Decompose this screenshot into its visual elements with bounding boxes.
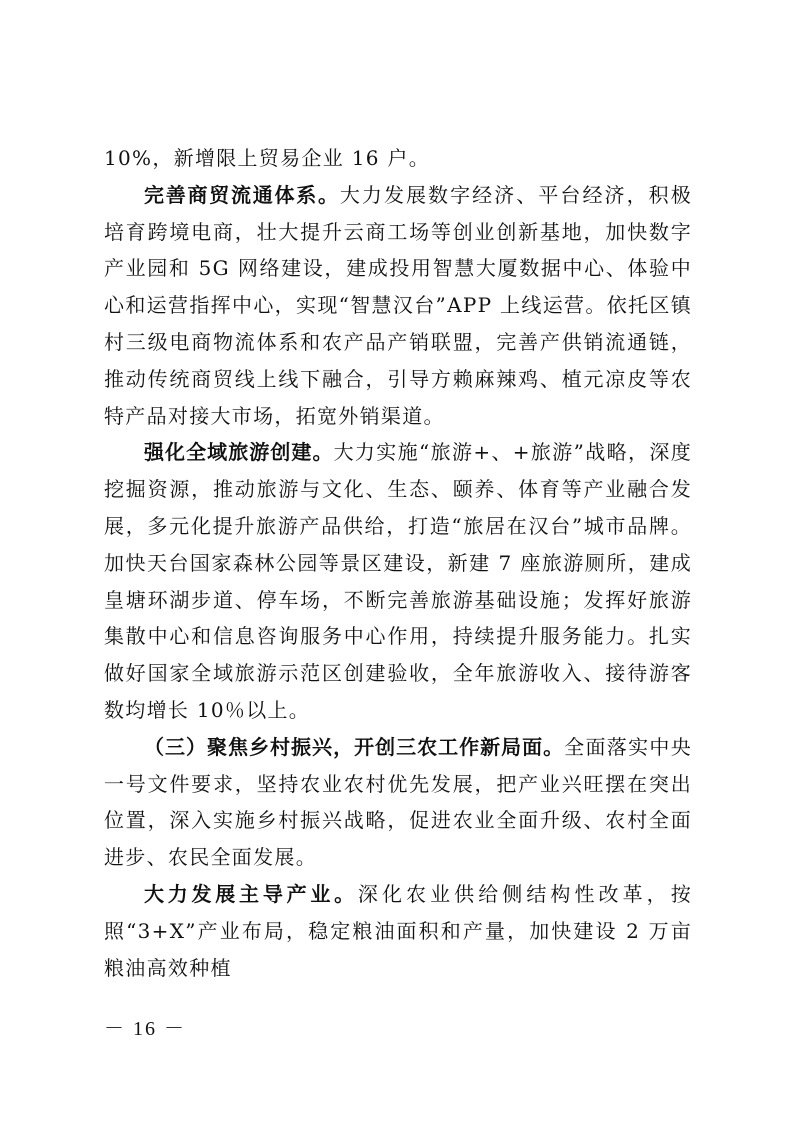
paragraph-text: 10%，新增限上贸易企业 16 户。 xyxy=(104,146,431,170)
paragraph-heading: 大力发展主导产业。 xyxy=(144,881,358,906)
paragraph-text: 大力实施“旅游+、+旅游”战略，深度挖掘资源，推动旅游与文化、生态、颐养、体育等产业融合发展，多元化提升旅游产品供给，打造“旅居在汉台”城市品牌。加快天台国家森林公园等景区建设，新建 7 座旅游厕所，建成皇塘环湖步道、停车场，不断完善旅游基础设施；发挥好旅游集散中心和信息咨询服务中心作用，持续提升服务能力。扎实做好国家全域旅游示范区创建验收，全年旅游收入、接待游客数均增长 10％以上。 xyxy=(104,440,692,722)
paragraph-continuation xyxy=(104,140,692,177)
paragraph-heading: 强化全域旅游创建。 xyxy=(144,440,334,465)
paragraph-rural-revitalization xyxy=(104,729,692,876)
section-heading: （三）聚焦乡村振兴，开创三农工作新局面。 xyxy=(144,734,565,759)
paragraph-heading: 完善商贸流通体系。 xyxy=(144,182,340,207)
paragraph-tourism xyxy=(104,434,692,728)
page-number: － 16 － xyxy=(104,1018,186,1040)
paragraph-text: 大力发展数字经济、平台经济，积极培育跨境电商，壮大提升云商工场等创业创新基地，加快数字产业园和 5G 网络建设，建成投用智慧大厦数据中心、体验中心和运营指挥中心，实现“智慧汉台”APP 上线运营。依托区镇村三级电商物流体系和农产品产销联盟，完善产供销流通链，推动传统商贸线上线下融合，引导方赖麻辣鸡、植元凉皮等农特产品对接大市场，拓宽外销渠道。 xyxy=(104,182,692,428)
document-body xyxy=(104,140,692,986)
paragraph-leading-industry xyxy=(104,876,692,986)
paragraph-commerce xyxy=(104,177,692,435)
paragraph-text: 深化农业供给侧结构性改革，按照“3+X”产业布局，稳定粮油面积和产量，加快建设 2 万亩粮油高效种植 xyxy=(104,881,693,980)
paragraph-text: 全面落实中央一号文件要求，坚持农业农村优先发展，把产业兴旺摆在突出位置，深入实施乡村振兴战略，促进农业全面升级、农村全面进步、农民全面发展。 xyxy=(104,734,692,870)
